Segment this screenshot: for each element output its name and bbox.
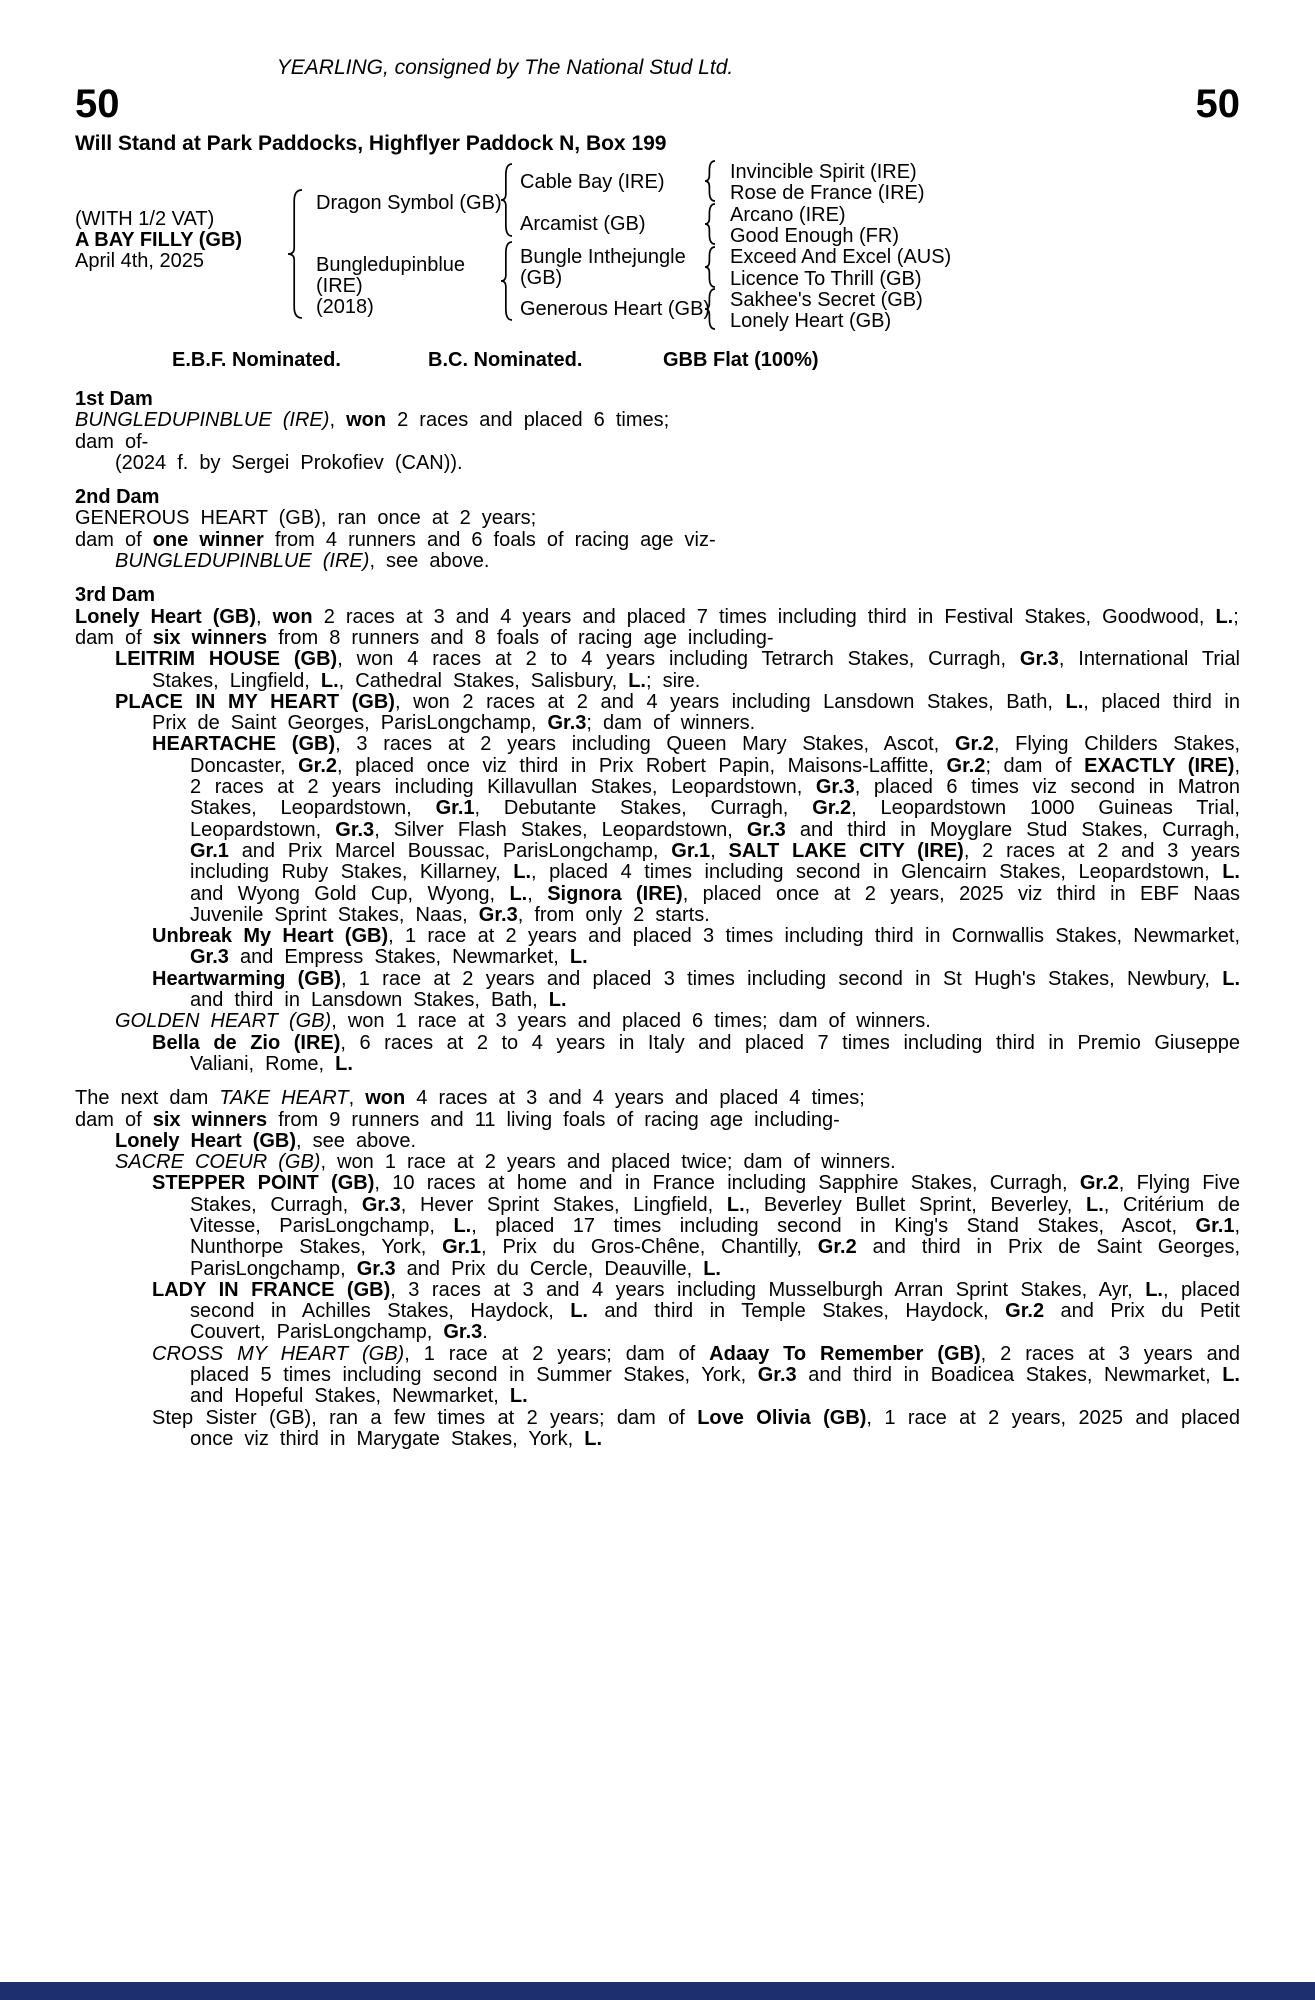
text-run: six winners: [152, 626, 268, 649]
text-run: L.: [335, 1052, 353, 1075]
text-run: one winner: [152, 528, 264, 551]
text-run: ,: [329, 409, 347, 432]
text-run: L.: [1222, 967, 1241, 990]
text-run: , Critérium de Vitesse, ParisLongchamp,: [190, 1193, 1240, 1237]
text-run: dam of-: [75, 430, 149, 453]
gen4-name-1: Invincible Spirit (IRE): [730, 161, 917, 183]
text-run: won: [346, 409, 387, 432]
text-run: , International Trial Stakes, Lingfield,: [152, 648, 1241, 692]
text-run: L.: [509, 1385, 528, 1408]
text-run: L.: [320, 669, 339, 692]
pedigree-brace-gg-3: [704, 246, 716, 294]
text-run: , Cathedral Stakes, Salisbury,: [338, 669, 629, 692]
text-run: and third in Prix de Saint Georges, ParisLongchamp,: [190, 1236, 1241, 1280]
pedigree-brace-gg-4: [704, 288, 716, 336]
text-run: ,: [256, 605, 273, 628]
text-run: Heartwarming (GB): [152, 967, 341, 990]
text-run: , placed 17 times including second in King's Stand Stakes, Ascot,: [471, 1214, 1196, 1237]
gen4-name-2: Rose de France (IRE): [730, 182, 925, 204]
pedigree-paragraph: [75, 649, 1240, 692]
text-run: ; sire.: [645, 669, 701, 692]
text-run: dam of: [75, 626, 153, 649]
nominations-row: [75, 349, 1240, 373]
text-run: Adaay To Remember (GB): [709, 1342, 981, 1365]
text-run: L.: [703, 1257, 721, 1280]
pedigree-paragraph: [75, 607, 1240, 628]
text-run: Gr.3: [1019, 648, 1059, 671]
pedigree-paragraph: [75, 432, 1240, 453]
text-run: STEPPER POINT (GB): [152, 1172, 375, 1195]
text-run: Gr.2: [1079, 1172, 1119, 1195]
text-run: Gr.3: [335, 818, 375, 841]
text-run: Gr.1: [1195, 1214, 1235, 1237]
text-run: , won 2 races at 2 and 4 years including Lansdown Stakes, Bath,: [394, 690, 1066, 713]
text-run: , Debutante Stakes, Curragh,: [474, 797, 813, 820]
pedigree-brace-gg-1: [704, 160, 716, 208]
text-run: TAKE HEART: [219, 1087, 349, 1110]
gen4-name-8: Lonely Heart (GB): [730, 310, 892, 332]
text-run: L.: [726, 1193, 745, 1216]
pedigree-table: [75, 159, 1240, 339]
text-run: , 3 races at 2 years including Queen Mary Stakes, Ascot,: [335, 733, 955, 756]
text-run: L.: [453, 1214, 472, 1237]
lot-number-left: 50: [75, 82, 120, 126]
text-run: , Silver Flash Stakes, Leopardstown,: [374, 818, 747, 841]
text-run: , placed once viz third in Prix Robert Papin, Maisons-Laffitte,: [337, 754, 947, 777]
text-run: ;: [1233, 605, 1239, 628]
text-run: L.: [1222, 861, 1240, 884]
text-run: Gr.2: [298, 754, 338, 777]
text-run: PLACE IN MY HEART (GB): [115, 690, 395, 713]
text-run: Gr.3: [757, 1364, 797, 1387]
dam-section: [75, 1088, 1240, 1450]
text-run: , 1 race at 2 years and placed 3 times including second in St Hugh's Stakes, Newbury,: [340, 967, 1223, 990]
text-run: SALT LAKE CITY (IRE): [728, 839, 964, 862]
text-run: EXACTLY (IRE): [1084, 754, 1235, 777]
text-run: L.: [628, 669, 646, 692]
text-run: from 9 runners and 11 living foals of racing age including-: [267, 1108, 840, 1131]
bc-nominated-label: B.C. Nominated.: [428, 349, 583, 371]
pedigree-paragraph: [75, 969, 1240, 1012]
text-run: Gr.2: [812, 797, 852, 820]
text-run: Step Sister (GB), ran a few times at 2 years; dam of: [152, 1406, 698, 1429]
text-run: , Prix du Gros-Chêne, Chantilly,: [481, 1236, 818, 1259]
section-heading: 1st Dam: [75, 388, 153, 410]
text-run: Gr.1: [442, 1236, 482, 1259]
sire-name: Dragon Symbol (GB): [316, 192, 502, 214]
text-run: 4 races at 3 and 4 years and placed 4 times;: [405, 1087, 865, 1110]
text-run: L.: [1065, 690, 1084, 713]
text-run: Gr.3: [190, 946, 229, 969]
text-run: and Prix du Petit Couvert, ParisLongchamp,: [190, 1300, 1240, 1344]
text-run: , Flying Childers Stakes, Doncaster,: [190, 733, 1241, 777]
pedigree-paragraph: [75, 453, 1240, 474]
pedigree-paragraph: [75, 628, 1240, 649]
dam-name-line-3: (2018): [316, 296, 374, 318]
dam-name-line-2: (IRE): [316, 275, 363, 297]
dam-section: [75, 585, 1240, 1075]
text-run: Gr.1: [190, 839, 229, 862]
text-run: Gr.3: [746, 818, 786, 841]
text-run: Unbreak My Heart (GB): [152, 925, 389, 948]
dam-name-line-1: Bungledupinblue: [316, 254, 466, 276]
text-run: Gr.2: [1005, 1300, 1045, 1323]
text-run: Gr.3: [815, 776, 855, 799]
vat-note: (WITH 1/2 VAT): [75, 208, 215, 230]
text-run: 2 races and placed 6 times;: [386, 409, 670, 432]
text-run: ; dam of: [985, 754, 1085, 777]
pedigree-paragraph: [75, 1033, 1240, 1076]
pedigree-paragraph: [75, 1152, 1240, 1173]
text-run: L.: [548, 989, 567, 1012]
text-run: Gr.3: [443, 1321, 483, 1344]
text-run: L.: [1145, 1278, 1163, 1301]
pedigree-paragraph: [75, 1011, 1240, 1032]
text-run: , Beverley Bullet Sprint, Beverley,: [744, 1193, 1086, 1216]
pedigree-paragraph: [75, 1344, 1240, 1408]
text-run: and Prix Marcel Boussac, ParisLongchamp,: [228, 839, 672, 862]
text-run: L.: [570, 1300, 588, 1323]
pedigree-brace-main: [287, 189, 303, 325]
text-run: , placed 6 times viz second in Matron Stakes, Leopardstown,: [190, 776, 1240, 820]
text-run: The next dam: [75, 1087, 220, 1110]
text-run: Gr.3: [356, 1257, 396, 1280]
text-run: , placed second in Achilles Stakes, Haydock,: [190, 1278, 1240, 1323]
text-run: from 4 runners and 6 foals of racing age viz-: [263, 528, 716, 551]
text-run: and Empress Stakes, Newmarket,: [228, 946, 570, 969]
gen4-name-3: Arcano (IRE): [730, 204, 846, 226]
pedigree-paragraph: [75, 551, 1240, 572]
text-run: , Hever Sprint Stakes, Lingfield,: [400, 1193, 727, 1216]
text-run: L.: [569, 946, 588, 969]
pedigree-paragraph: [75, 1173, 1240, 1279]
text-run: from 8 runners and 8 foals of racing age including-: [267, 626, 774, 649]
text-run: , won 1 race at 2 years and placed twice; dam of winners.: [320, 1151, 896, 1174]
pedigree-brace-sire: [500, 163, 513, 243]
text-run: and third in Temple Stakes, Haydock,: [587, 1300, 1006, 1323]
lot-number-right: 50: [1195, 82, 1240, 126]
lot-number-row: [75, 83, 1240, 127]
pedigree-paragraph: [75, 926, 1240, 969]
text-run: L.: [1086, 1193, 1104, 1216]
text-run: ,: [710, 839, 729, 862]
text-run: Gr.3: [547, 712, 587, 735]
consignor-line: YEARLING, consigned by The National Stud Ltd.: [276, 56, 734, 79]
pedigree-paragraph: [75, 1408, 1240, 1451]
text-run: , 2 races at 3 years and placed 5 times including second in Summer Stakes, York,: [190, 1342, 1240, 1387]
dam-dam-name: Generous Heart (GB): [520, 298, 711, 320]
text-run: dam of: [75, 528, 153, 551]
text-run: Lonely Heart (GB): [115, 1129, 297, 1152]
section-heading: 3rd Dam: [75, 584, 156, 607]
pedigree-paragraph: [75, 530, 1240, 551]
text-run: , 2 races at 2 and 3 years including Ruby Stakes, Killarney,: [190, 839, 1241, 884]
text-run: ; dam of winners.: [586, 712, 756, 735]
text-run: Gr.3: [478, 903, 518, 926]
text-run: won: [272, 605, 313, 628]
text-run: Bella de Zio (IRE): [152, 1031, 341, 1054]
text-run: and third in Moyglare Stud Stakes, Curragh,: [785, 818, 1240, 841]
text-run: , Leopardstown 1000 Guineas Trial, Leopardstown,: [190, 797, 1240, 841]
footer-bar: [0, 1982, 1315, 2000]
gen4-name-6: Licence To Thrill (GB): [730, 268, 922, 290]
text-run: , see above.: [369, 550, 490, 573]
text-run: and Wyong Gold Cup, Wyong,: [190, 882, 510, 905]
foal-date: April 4th, 2025: [75, 250, 204, 272]
section-heading: 2nd Dam: [75, 486, 160, 509]
text-run: BUNGLEDUPINBLUE (IRE): [75, 409, 330, 432]
text-run: , 10 races at home and in France including Sapphire Stakes, Curragh,: [374, 1172, 1080, 1195]
pedigree-paragraph: [75, 734, 1240, 926]
pedigree-paragraph: [75, 1280, 1240, 1344]
stand-location-line: Will Stand at Park Paddocks, Highflyer Paddock N, Box 199: [75, 132, 667, 155]
gbb-flat-label: GBB Flat (100%): [663, 349, 819, 371]
text-run: won: [365, 1087, 406, 1110]
text-run: L.: [1215, 605, 1234, 628]
text-run: , Nunthorpe Stakes, York,: [190, 1214, 1241, 1259]
text-run: , won 1 race at 3 years and placed 6 times; dam of winners.: [331, 1010, 931, 1033]
gen4-name-7: Sakhee's Secret (GB): [730, 289, 923, 311]
sire-dam-name: Arcamist (GB): [520, 213, 646, 235]
text-run: Love Olivia (GB): [697, 1406, 867, 1429]
pedigree-paragraph: [75, 1131, 1240, 1152]
text-run: , 6 races at 2 to 4 years in Italy and placed 7 times including third in Premio Giuseppe Valiani, Rome,: [190, 1031, 1240, 1075]
text-run: CROSS MY HEART (GB): [152, 1342, 405, 1365]
text-run: L.: [513, 861, 532, 884]
text-run: SACRE COEUR (GB): [115, 1151, 321, 1174]
text-run: , 1 race at 2 years and placed 3 times including third in Cornwallis Stakes, Newmarket,: [388, 925, 1240, 948]
text-run: L.: [1222, 1364, 1240, 1387]
pedigree-paragraph: [75, 692, 1240, 735]
text-run: Gr.1: [435, 797, 475, 820]
ebf-nominated-label: E.B.F. Nominated.: [172, 349, 341, 371]
text-run: , placed once at 2 years, 2025 viz third in EBF Naas Juvenile Sprint Stakes, Naas,: [190, 882, 1240, 926]
text-run: six winners: [152, 1108, 268, 1131]
horse-name: A BAY FILLY (GB): [75, 229, 243, 251]
text-run: Gr.2: [954, 733, 994, 756]
text-run: and third in Lansdown Stakes, Bath,: [190, 989, 549, 1012]
pedigree-paragraph: [75, 508, 1240, 529]
text-run: Gr.1: [671, 839, 711, 862]
text-run: and Prix du Cercle, Deauville,: [395, 1257, 704, 1280]
text-run: Gr.3: [361, 1193, 401, 1216]
text-run: Gr.2: [817, 1236, 857, 1259]
text-run: (2024 f. by Sergei Prokofiev (CAN)).: [115, 451, 463, 474]
text-run: ,: [348, 1087, 366, 1110]
text-run: , 2 races at 2 years including Killavullan Stakes, Leopardstown,: [190, 754, 1241, 799]
text-run: , Flying Five Stakes, Curragh,: [190, 1172, 1240, 1216]
text-run: LADY IN FRANCE (GB): [152, 1278, 391, 1301]
text-run: , placed 4 times including second in Glencairn Stakes, Leopardstown,: [531, 861, 1223, 884]
text-run: Lonely Heart (GB): [75, 605, 257, 628]
pedigree-paragraph: [75, 410, 1240, 431]
pedigree-paragraph: [75, 1110, 1240, 1131]
gen4-name-4: Good Enough (FR): [730, 225, 899, 247]
text-run: , from only 2 starts.: [517, 903, 710, 926]
text-run: Gr.2: [946, 754, 986, 777]
text-run: , placed third in Prix de Saint Georges, ParisLongchamp,: [152, 690, 1240, 735]
text-run: ,: [527, 882, 548, 905]
text-run: L.: [509, 882, 528, 905]
text-run: , 3 races at 3 and 4 years including Musselburgh Arran Sprint Stakes, Ayr,: [390, 1278, 1146, 1301]
text-run: BUNGLEDUPINBLUE (IRE): [115, 550, 370, 573]
text-run: , 1 race at 2 years; dam of: [404, 1342, 710, 1365]
text-run: Signora (IRE): [547, 882, 683, 905]
text-run: , see above.: [296, 1129, 416, 1152]
pedigree-brace-gg-2: [704, 203, 716, 251]
text-run: .: [482, 1321, 488, 1344]
pedigree-paragraph: [75, 1088, 1240, 1109]
pedigree-text: [75, 389, 1240, 1450]
text-run: L.: [584, 1427, 603, 1450]
text-run: dam of: [75, 1108, 153, 1131]
pedigree-brace-dam: [500, 241, 513, 327]
text-run: , 1 race at 2 years, 2025 and placed once viz third in Marygate Stakes, York,: [190, 1406, 1240, 1450]
dam-sire-name-line-2: (GB): [520, 267, 563, 289]
dam-sire-name-line-1: Bungle Inthejungle: [520, 246, 686, 268]
text-run: 2 races at 3 and 4 years and placed 7 times including third in Festival Stakes, Goodwood,: [312, 605, 1216, 628]
dam-section: [75, 487, 1240, 572]
text-run: HEARTACHE (GB): [152, 733, 336, 756]
text-run: and third in Boadicea Stakes, Newmarket,: [796, 1364, 1223, 1387]
dam-section: [75, 389, 1240, 474]
text-run: GENEROUS HEART (GB), ran once at 2 years;: [75, 507, 537, 530]
gen4-name-5: Exceed And Excel (AUS): [730, 246, 952, 268]
text-run: GOLDEN HEART (GB): [115, 1010, 332, 1033]
text-run: and Hopeful Stakes, Newmarket,: [190, 1385, 510, 1408]
sire-sire-name: Cable Bay (IRE): [520, 171, 665, 193]
text-run: , won 4 races at 2 to 4 years including Tetrarch Stakes, Curragh,: [337, 648, 1020, 671]
text-run: LEITRIM HOUSE (GB): [115, 648, 338, 671]
